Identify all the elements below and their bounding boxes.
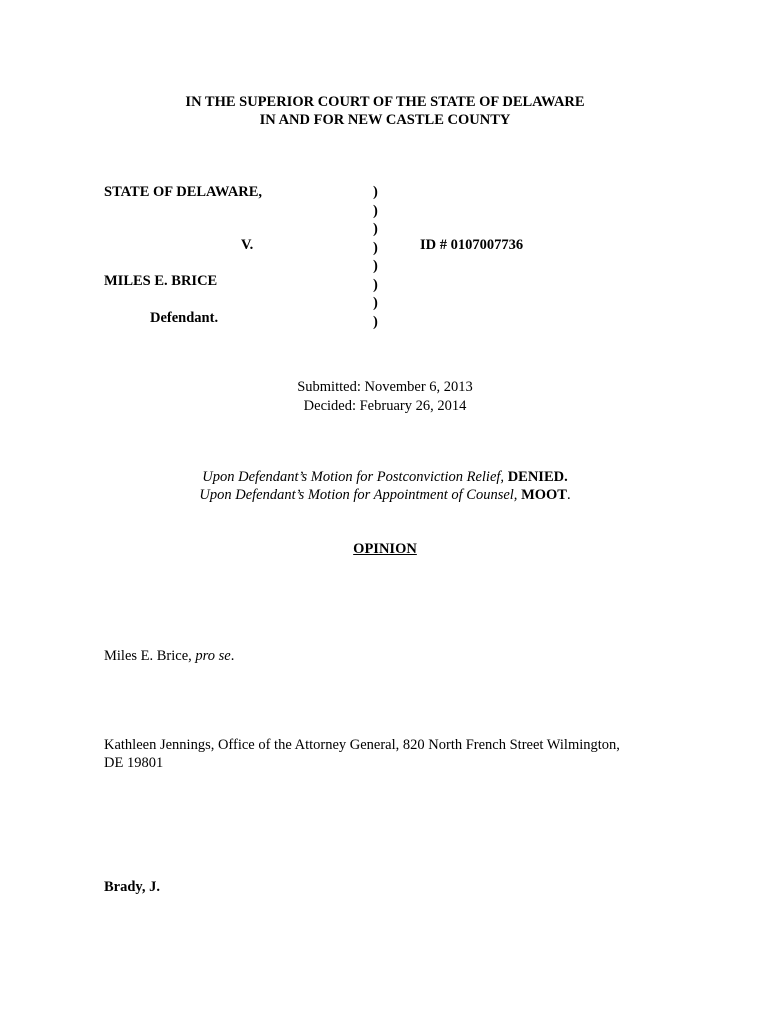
judge-name: Brady, J.	[104, 879, 160, 895]
appearance-defendant-status: pro se	[195, 648, 231, 664]
motion-text: Upon Defendant’s Motion for Postconviction Relief,	[202, 469, 505, 485]
court-name-line2: IN AND FOR NEW CASTLE COUNTY	[259, 112, 511, 128]
appearance-state-line2: DE 19801	[104, 755, 164, 771]
decided-date: Decided: February 26, 2014	[303, 398, 467, 414]
caption-paren: )	[373, 295, 378, 311]
motion-ruling: DENIED.	[507, 469, 568, 485]
caption-paren: )	[373, 276, 378, 293]
court-name-line1: IN THE SUPERIOR COURT OF THE STATE OF DELAWARE	[185, 94, 585, 110]
submitted-date: Submitted: November 6, 2013	[297, 379, 473, 395]
caption-paren: )	[373, 313, 378, 330]
motion-text: Upon Defendant’s Motion for Appointment of Counsel,	[199, 487, 518, 503]
caption-paren: )	[373, 239, 378, 256]
caption-paren: )	[373, 202, 378, 219]
appearance-defendant-name: Miles E. Brice,	[104, 648, 192, 664]
versus-label: V.	[241, 237, 254, 253]
caption-paren: )	[373, 221, 378, 237]
motion-ruling: MOOT	[521, 487, 567, 503]
caption-bracket	[373, 183, 385, 331]
plaintiff-name: STATE OF DELAWARE,	[104, 184, 263, 200]
opinion-heading: OPINION	[353, 541, 417, 557]
appearance-defendant	[104, 647, 234, 665]
appearance-defendant-suffix: .	[230, 648, 235, 664]
caption-paren: )	[373, 184, 378, 200]
motion-suffix: .	[566, 487, 571, 503]
appearance-state-line1: Kathleen Jennings, Office of the Attorney General, 820 North French Street Wilmington,	[104, 737, 620, 753]
caption-paren: )	[373, 258, 378, 274]
defendant-name: MILES E. BRICE	[104, 273, 218, 289]
motion-counsel	[0, 486, 770, 504]
defendant-role: Defendant.	[150, 310, 219, 326]
motion-postconviction	[0, 468, 770, 486]
case-id: ID # 0107007736	[420, 237, 524, 253]
